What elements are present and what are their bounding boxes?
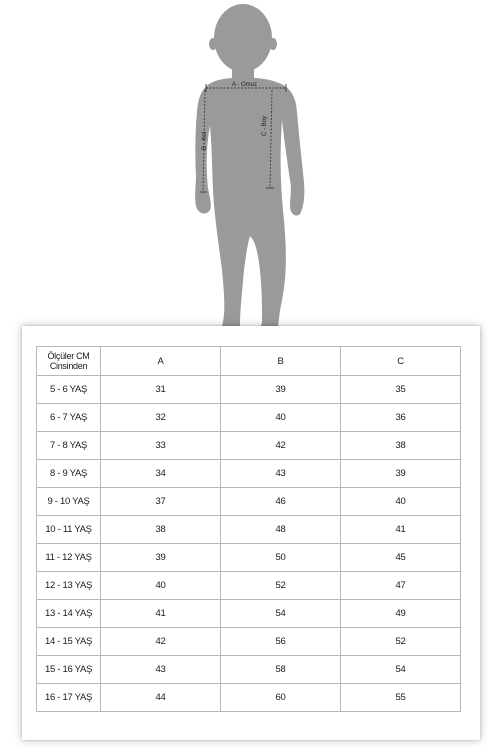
- table-row: [37, 376, 461, 404]
- child-silhouette-figure: [0, 0, 500, 350]
- table-row: [37, 404, 461, 432]
- age-cell: 8 - 9 YAŞ: [37, 460, 101, 488]
- value-c-cell: 39: [341, 460, 461, 488]
- value-c-cell: 36: [341, 404, 461, 432]
- child-silhouette-icon: [195, 4, 304, 343]
- length-label: C - Boy: [262, 115, 268, 136]
- value-c-cell: 54: [341, 656, 461, 684]
- value-c-cell: 45: [341, 544, 461, 572]
- value-a-cell: 37: [101, 488, 221, 516]
- age-cell: 10 - 11 YAŞ: [37, 516, 101, 544]
- age-cell: 14 - 15 YAŞ: [37, 628, 101, 656]
- value-b-cell: 42: [221, 432, 341, 460]
- value-b-cell: 52: [221, 572, 341, 600]
- age-cell: 5 - 6 YAŞ: [37, 376, 101, 404]
- value-c-cell: 49: [341, 600, 461, 628]
- table-row: [37, 600, 461, 628]
- unit-header-line-2: Cinsinden: [49, 361, 88, 371]
- table-row: [37, 684, 461, 712]
- column-header-c: C: [341, 347, 461, 376]
- value-c-cell: 35: [341, 376, 461, 404]
- table-row: [37, 432, 461, 460]
- unit-header-cell: [37, 347, 101, 376]
- silhouette-svg: [0, 0, 500, 350]
- value-b-cell: 43: [221, 460, 341, 488]
- age-cell: 11 - 12 YAŞ: [37, 544, 101, 572]
- size-chart-card: [22, 326, 480, 740]
- column-header-b: B: [221, 347, 341, 376]
- value-a-cell: 41: [101, 600, 221, 628]
- value-a-cell: 42: [101, 628, 221, 656]
- value-c-cell: 52: [341, 628, 461, 656]
- value-c-cell: 41: [341, 516, 461, 544]
- value-b-cell: 46: [221, 488, 341, 516]
- value-b-cell: 50: [221, 544, 341, 572]
- value-c-cell: 38: [341, 432, 461, 460]
- value-c-cell: 47: [341, 572, 461, 600]
- table-row: [37, 516, 461, 544]
- table-header-row: [37, 347, 461, 376]
- age-cell: 6 - 7 YAŞ: [37, 404, 101, 432]
- value-b-cell: 58: [221, 656, 341, 684]
- value-b-cell: 40: [221, 404, 341, 432]
- value-a-cell: 40: [101, 572, 221, 600]
- value-a-cell: 32: [101, 404, 221, 432]
- value-b-cell: 39: [221, 376, 341, 404]
- unit-header-line-1: Ölçüler CM: [47, 351, 90, 361]
- value-b-cell: 48: [221, 516, 341, 544]
- table-row: [37, 488, 461, 516]
- value-c-cell: 55: [341, 684, 461, 712]
- age-cell: 9 - 10 YAŞ: [37, 488, 101, 516]
- shoulder-label: A - Omuz: [232, 82, 258, 88]
- value-a-cell: 44: [101, 684, 221, 712]
- age-cell: 15 - 16 YAŞ: [37, 656, 101, 684]
- age-cell: 7 - 8 YAŞ: [37, 432, 101, 460]
- value-a-cell: 43: [101, 656, 221, 684]
- age-cell: 12 - 13 YAŞ: [37, 572, 101, 600]
- value-a-cell: 38: [101, 516, 221, 544]
- value-b-cell: 56: [221, 628, 341, 656]
- value-a-cell: 39: [101, 544, 221, 572]
- value-c-cell: 40: [341, 488, 461, 516]
- table-row: [37, 460, 461, 488]
- table-row: [37, 656, 461, 684]
- age-cell: 13 - 14 YAŞ: [37, 600, 101, 628]
- value-a-cell: 31: [101, 376, 221, 404]
- sleeve-label: B - Kol: [202, 131, 208, 150]
- value-a-cell: 34: [101, 460, 221, 488]
- value-b-cell: 54: [221, 600, 341, 628]
- size-chart-table: [36, 346, 461, 712]
- table-row: [37, 572, 461, 600]
- age-cell: 16 - 17 YAŞ: [37, 684, 101, 712]
- table-row: [37, 628, 461, 656]
- column-header-a: A: [101, 347, 221, 376]
- table-row: [37, 544, 461, 572]
- value-b-cell: 60: [221, 684, 341, 712]
- value-a-cell: 33: [101, 432, 221, 460]
